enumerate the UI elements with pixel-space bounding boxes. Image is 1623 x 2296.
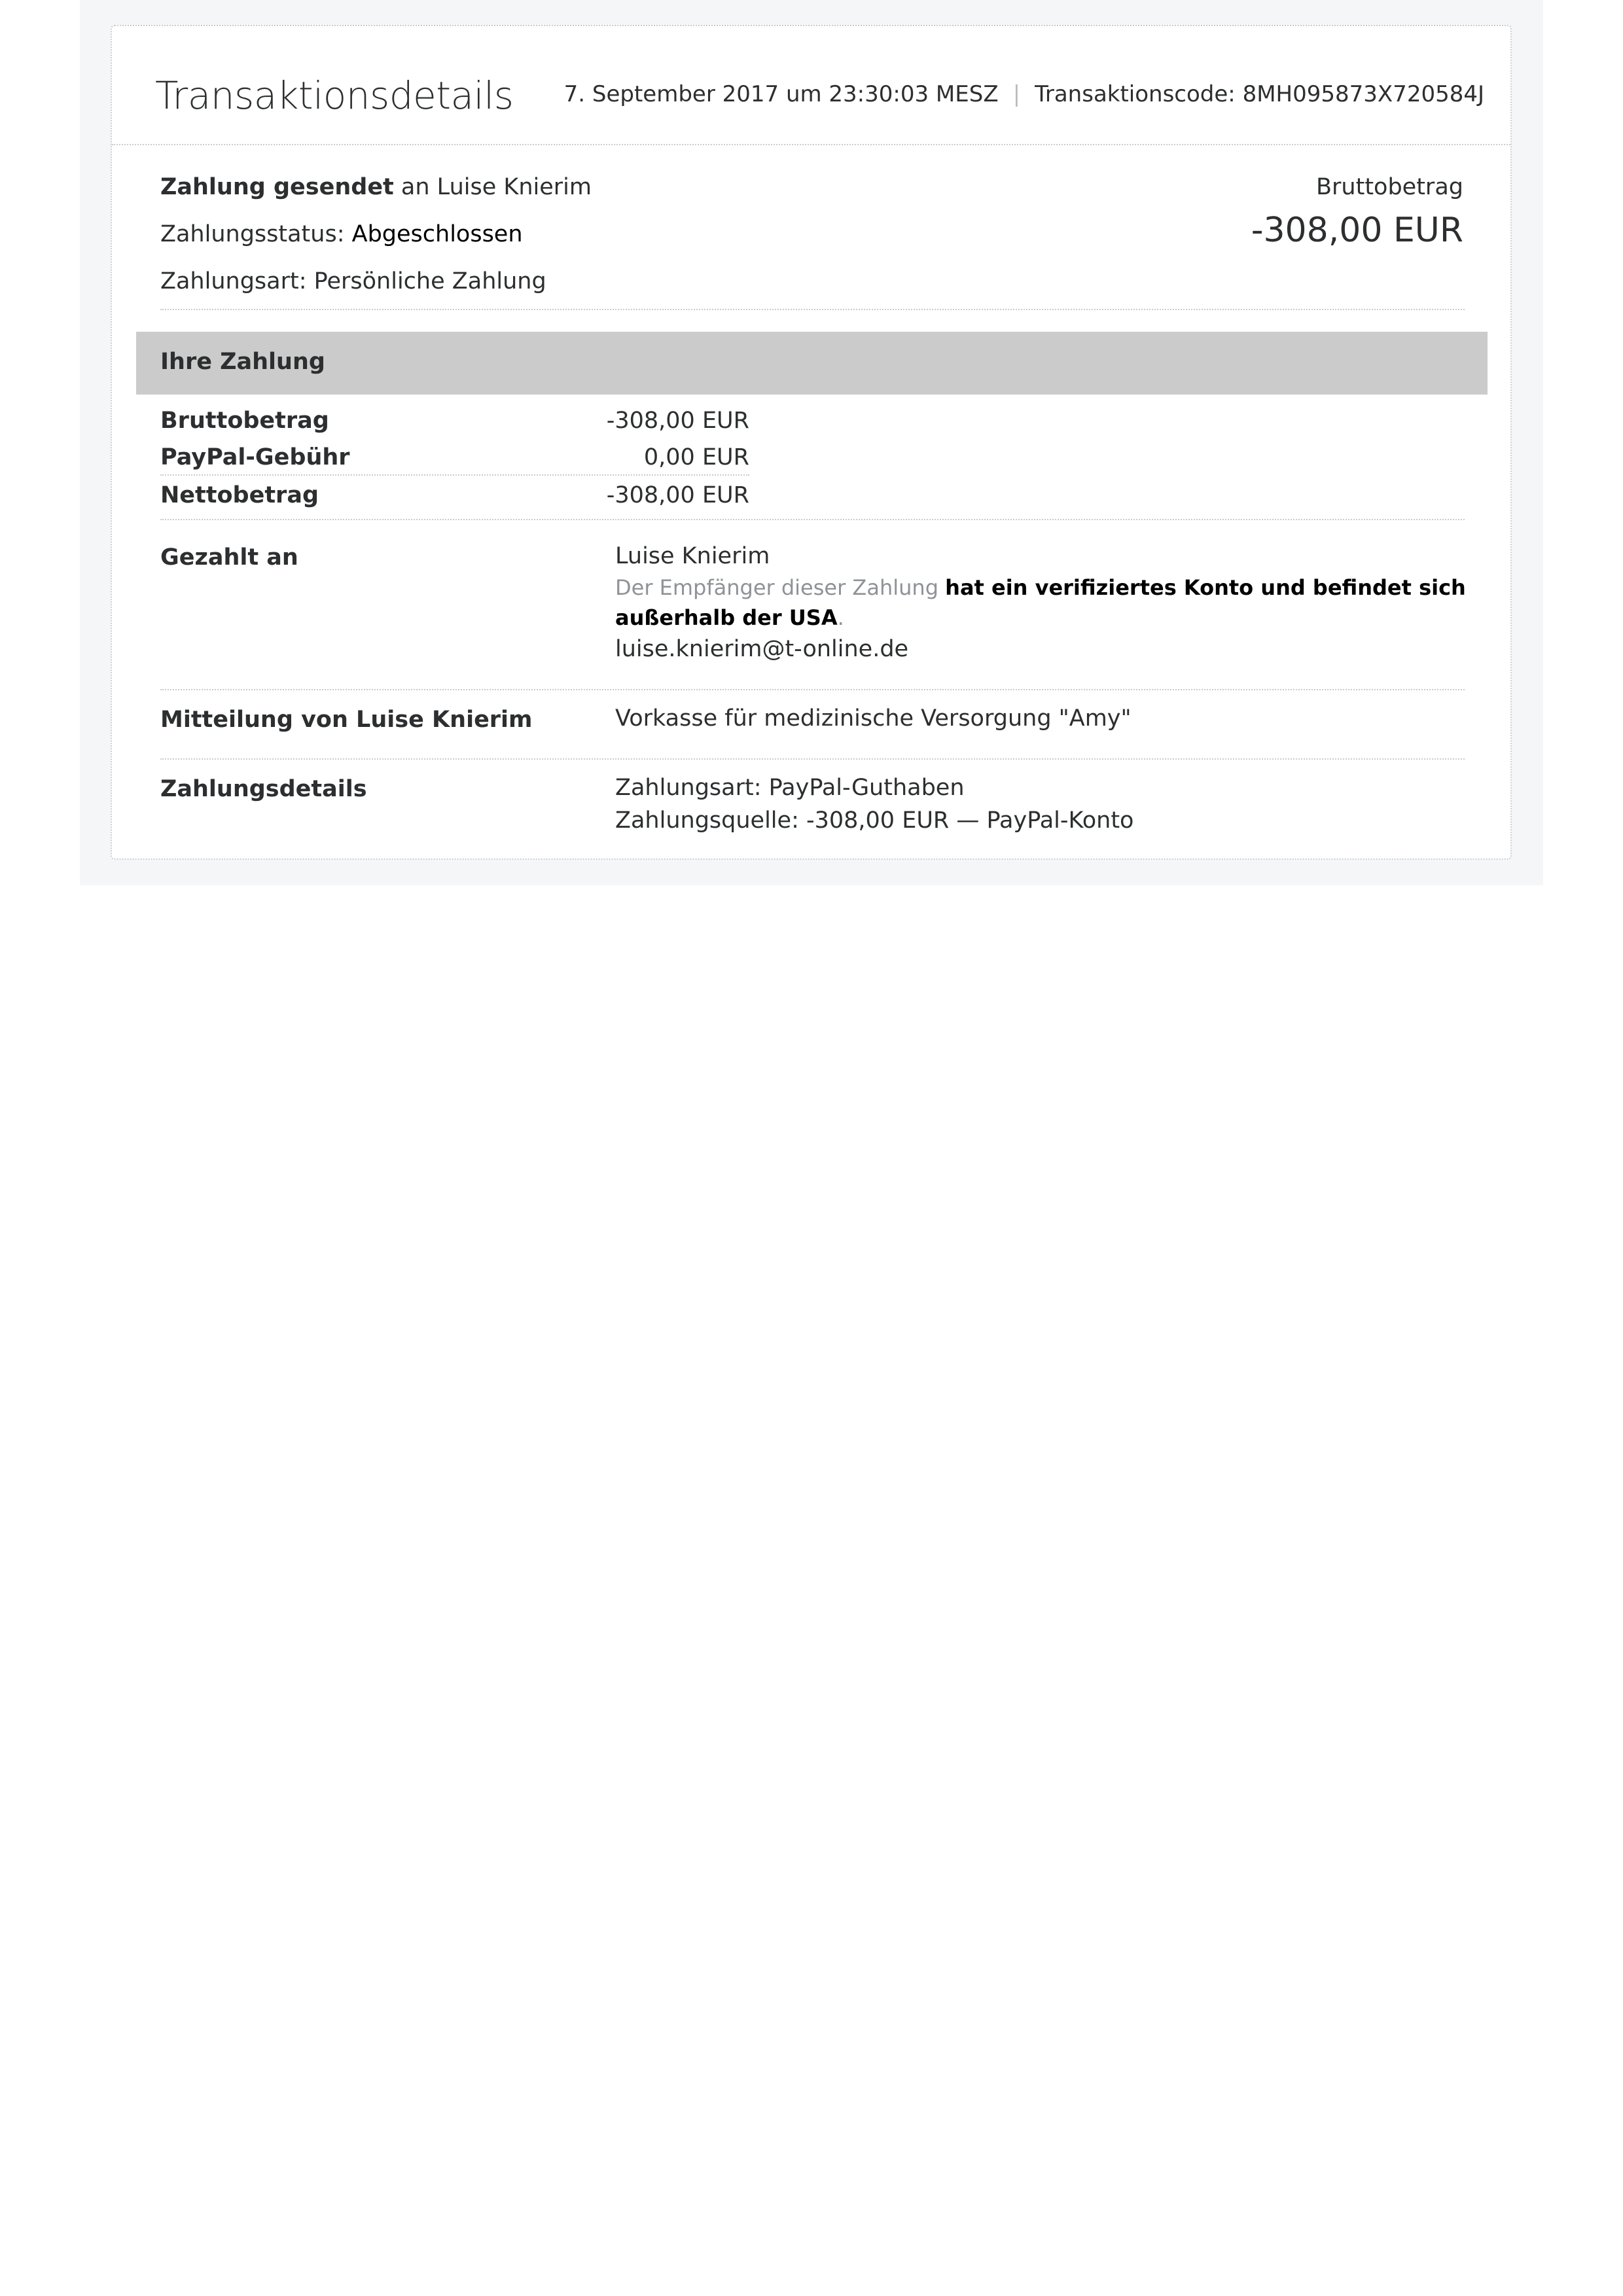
divider — [160, 309, 1465, 310]
gross-label: Bruttobetrag — [1316, 174, 1463, 200]
verification-end: . — [837, 605, 844, 630]
transaction-code: Transaktionscode: 8MH095873X720584J — [1035, 81, 1484, 107]
payment-details-values — [615, 771, 1133, 837]
status-label: Zahlungsstatus: — [160, 221, 352, 247]
verification-strong-1: hat ein verifiziertes Konto und befindet sich — [945, 575, 1466, 600]
row-value: 0,00 EUR — [643, 444, 749, 470]
page-title: Transaktionsdetails — [155, 73, 514, 118]
verification-strong-2: außerhalb der USA — [615, 605, 838, 630]
row-value: -308,00 EUR — [606, 408, 749, 434]
your-payment-header — [136, 332, 1488, 395]
meta-separator: | — [1012, 81, 1021, 107]
card-header — [112, 26, 1510, 145]
payment-source: Zahlungsquelle: -308,00 EUR — PayPal-Konto — [615, 807, 1134, 834]
message-text: Vorkasse für medizinische Versorgung "Amy" — [615, 705, 1132, 732]
row-label: PayPal-Gebühr — [160, 444, 350, 470]
verification-note — [615, 573, 1466, 633]
divider — [160, 758, 1465, 760]
table-row — [160, 438, 749, 476]
divider — [160, 519, 1465, 520]
row-value: -308,00 EUR — [606, 482, 749, 508]
sent-label: Zahlung gesendet — [160, 174, 394, 200]
row-label: Bruttobetrag — [160, 408, 329, 434]
row-label: Nettobetrag — [160, 482, 319, 508]
payment-details-label: Zahlungsdetails — [160, 776, 367, 802]
transaction-datetime: 7. September 2017 um 23:30:03 MESZ — [563, 81, 999, 107]
message-label: Mitteilung von Luise Knierim — [160, 707, 533, 733]
your-payment-heading: Ihre Zahlung — [160, 349, 325, 375]
table-row — [160, 476, 749, 512]
paid-to-label: Gezahlt an — [160, 544, 298, 571]
payment-method: Zahlungsart: PayPal-Guthaben — [615, 775, 965, 801]
sent-to-line — [160, 164, 592, 211]
page-background — [80, 0, 1543, 885]
status-line — [160, 211, 592, 258]
gross-summary — [1251, 164, 1463, 250]
payment-breakdown — [160, 401, 749, 512]
transaction-meta — [564, 81, 1484, 107]
verification-muted: Der Empfänger dieser Zahlung — [615, 575, 946, 600]
recipient-email: luise.knierim@t-online.de — [615, 636, 909, 662]
gross-amount: -308,00 EUR — [1251, 211, 1463, 250]
sent-recipient: an Luise Knierim — [393, 174, 592, 200]
payment-type-line: Zahlungsart: Persönliche Zahlung — [160, 268, 546, 294]
recipient-name: Luise Knierim — [615, 543, 770, 569]
status-value: Abgeschlossen — [351, 221, 523, 247]
table-row — [160, 401, 749, 438]
transaction-card — [111, 25, 1512, 860]
payment-summary — [160, 164, 592, 305]
divider — [160, 689, 1465, 690]
paid-to-details — [615, 540, 1466, 665]
